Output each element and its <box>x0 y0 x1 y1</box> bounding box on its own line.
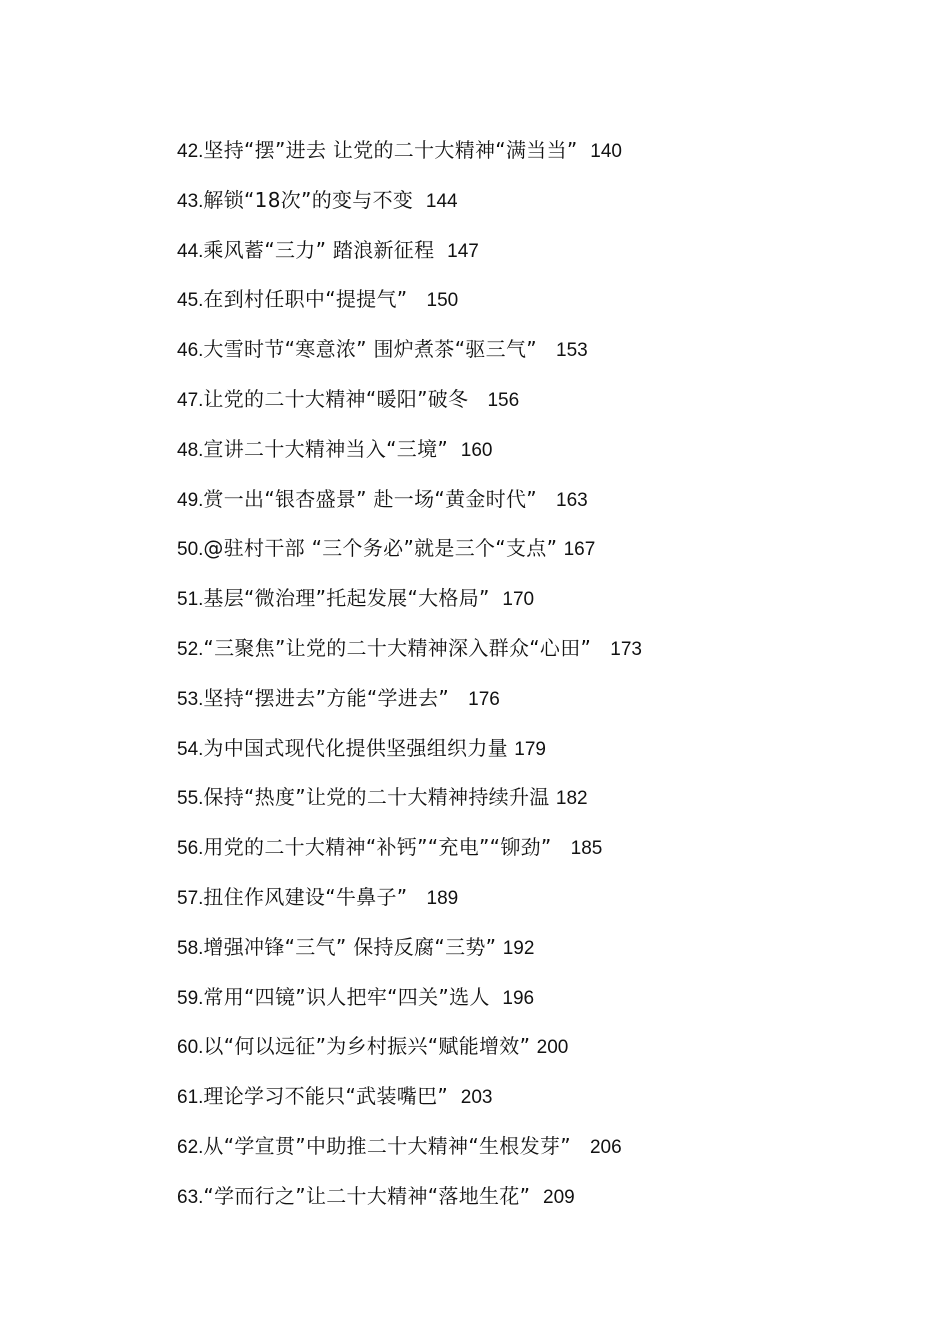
entry-gap <box>434 238 447 262</box>
entry-gap <box>552 835 571 859</box>
entry-title: 为中国式现代化提供坚强组织力量 <box>203 735 508 760</box>
toc-entry <box>177 931 877 981</box>
toc-entry <box>177 333 877 383</box>
entry-gap <box>537 337 556 361</box>
toc-entry <box>177 881 877 931</box>
entry-title: “三聚焦”让党的二十大精神深入群众“心田” <box>203 635 592 660</box>
entry-title: 增强冲锋“三气” 保持反腐“三势” <box>203 934 497 959</box>
entry-page-number: 206 <box>589 1136 622 1158</box>
table-of-contents <box>177 134 877 1230</box>
entry-title: “学而行之”让二十大精神“落地生花” <box>203 1183 531 1208</box>
entry-gap <box>448 437 461 461</box>
entry-page-number: 156 <box>487 389 520 411</box>
toc-entry <box>177 781 877 831</box>
toc-entry <box>177 732 877 782</box>
entry-gap <box>591 636 610 660</box>
toc-entry <box>177 433 877 483</box>
entry-number: 53. <box>177 688 204 710</box>
toc-entry <box>177 981 877 1031</box>
entry-title: 大雪时节“寒意浓” 围炉煮茶“驱三气” <box>203 337 537 362</box>
toc-entry <box>177 283 877 333</box>
toc-entry <box>177 1030 877 1080</box>
entry-page-number: 147 <box>447 240 479 262</box>
toc-entry <box>177 234 877 284</box>
toc-entry <box>177 383 877 433</box>
toc-entry <box>177 1130 877 1180</box>
entry-gap <box>530 1184 543 1208</box>
toc-entry <box>177 831 877 881</box>
entry-page-number: 160 <box>460 439 493 461</box>
entry-number: 55. <box>177 788 204 810</box>
entry-title: 常用“四镜”识人把牢“四关”选人 <box>203 984 490 1009</box>
toc-entry <box>177 483 877 533</box>
toc-entry <box>177 532 877 582</box>
entry-page-number: 209 <box>543 1186 575 1208</box>
entry-title: 扭住作风建设“牛鼻子” <box>203 884 408 909</box>
entry-page-number: 163 <box>556 489 588 511</box>
entry-gap <box>407 885 426 909</box>
entry-title: 从“学宣贯”中助推二十大精神“生根发芽” <box>203 1133 571 1158</box>
entry-gap <box>407 287 426 311</box>
entry-title: @驻村干部 “三个务必”就是三个“支点” <box>203 536 558 561</box>
toc-entry <box>177 1180 877 1230</box>
entry-number: 57. <box>177 887 204 909</box>
entry-title: 宣讲二十大精神当入“三境” <box>203 436 449 461</box>
entry-page-number: 182 <box>555 788 588 810</box>
entry-number: 56. <box>177 838 204 860</box>
entry-page-number: 167 <box>563 539 596 561</box>
entry-gap <box>490 985 503 1009</box>
entry-title: 赏一出“银杏盛景” 赴一场“黄金时代” <box>203 486 537 511</box>
entry-page-number: 189 <box>426 887 459 909</box>
entry-number: 62. <box>177 1136 204 1158</box>
entry-number: 59. <box>177 987 204 1009</box>
entry-number: 50. <box>177 539 204 561</box>
entry-gap <box>413 188 426 212</box>
entry-page-number: 170 <box>502 589 535 611</box>
entry-page-number: 203 <box>460 1087 493 1109</box>
entry-page-number: 192 <box>502 937 535 959</box>
entry-page-number: 173 <box>610 638 642 660</box>
entry-title: 让党的二十大精神“暖阳”破冬 <box>203 386 469 411</box>
entry-number: 52. <box>177 638 204 660</box>
entry-title: 乘风蓄“三力” 踏浪新征程 <box>203 237 435 262</box>
entry-gap <box>578 138 591 162</box>
entry-number: 43. <box>177 190 204 212</box>
entry-title: 理论学习不能只“武装嘴巴” <box>203 1084 449 1109</box>
toc-entry <box>177 134 877 184</box>
entry-gap <box>468 387 487 411</box>
entry-title: 坚持“摆进去”方能“学进去” <box>203 685 450 710</box>
entry-page-number: 200 <box>536 1037 569 1059</box>
entry-page-number: 176 <box>468 688 500 710</box>
entry-number: 47. <box>177 389 204 411</box>
entry-number: 42. <box>177 141 204 162</box>
entry-page-number: 144 <box>425 190 458 212</box>
toc-entry <box>177 184 877 234</box>
entry-number: 51. <box>177 589 204 611</box>
entry-title: 用党的二十大精神“补钙”“充电”“铆劲” <box>203 835 552 860</box>
entry-number: 63. <box>177 1186 204 1208</box>
entry-gap <box>449 686 468 710</box>
entry-number: 61. <box>177 1087 204 1109</box>
entry-number: 49. <box>177 489 204 511</box>
toc-entry <box>177 632 877 682</box>
entry-gap <box>490 586 503 610</box>
entry-number: 44. <box>177 240 204 262</box>
entry-number: 60. <box>177 1037 204 1059</box>
entry-gap <box>537 487 556 511</box>
entry-page-number: 179 <box>514 738 546 760</box>
entry-page-number: 150 <box>426 290 459 312</box>
entry-number: 58. <box>177 937 204 959</box>
toc-entry <box>177 582 877 632</box>
entry-title: 坚持“摆”进去 让党的二十大精神“满当当” <box>203 138 578 162</box>
entry-title: 基层“微治理”托起发展“大格局” <box>203 586 490 611</box>
entry-gap <box>448 1084 461 1108</box>
toc-entry <box>177 1080 877 1130</box>
entry-page-number: 153 <box>556 340 588 362</box>
entry-number: 48. <box>177 439 204 461</box>
entry-number: 54. <box>177 738 204 760</box>
entry-title: 保持“热度”让党的二十大精神持续升温 <box>203 785 550 810</box>
entry-page-number: 196 <box>502 987 535 1009</box>
entry-number: 46. <box>177 340 204 362</box>
entry-gap <box>571 1134 590 1158</box>
entry-title: 在到村任职中“提提气” <box>203 287 408 312</box>
entry-title: 解锁“18次”的变与不变 <box>203 187 414 212</box>
toc-entry <box>177 682 877 732</box>
entry-title: 以“何以远征”为乡村振兴“赋能增效” <box>203 1034 531 1059</box>
entry-number: 45. <box>177 290 204 312</box>
entry-page-number: 185 <box>570 838 603 860</box>
entry-page-number: 140 <box>590 141 622 162</box>
